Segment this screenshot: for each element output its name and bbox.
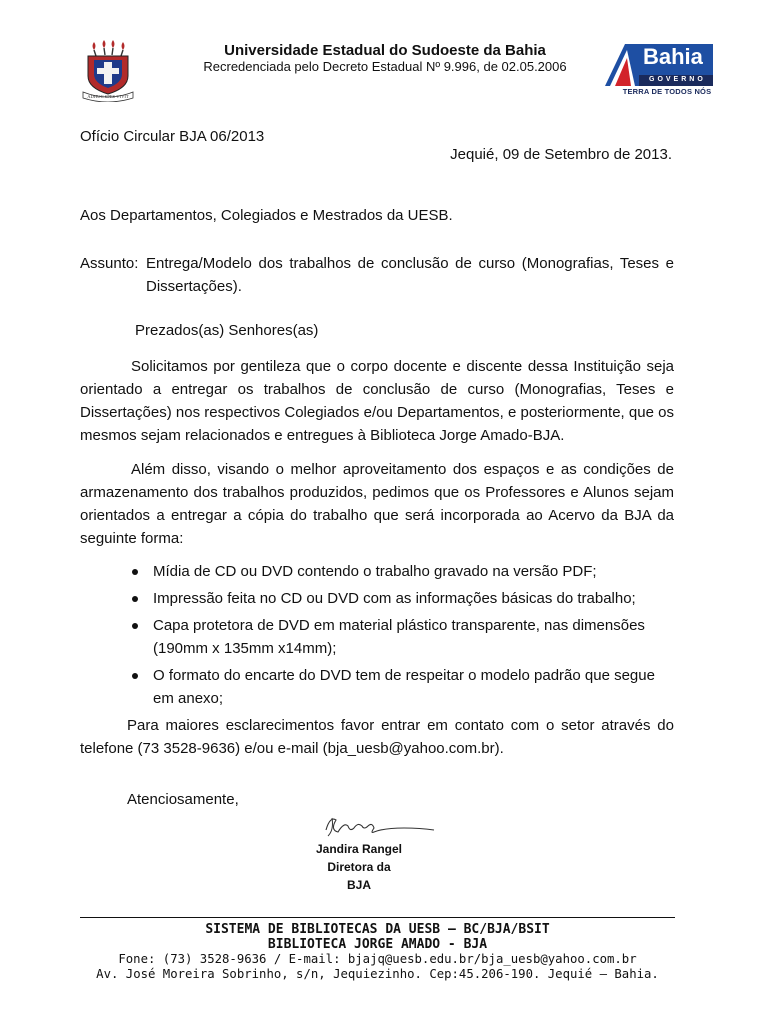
body-paragraph-2: Além disso, visando o melhor aproveitamento dos espaços e as condições de armazenamento dos trabalhos produzidos, pedimos que os Professores e Alunos sejam orientados a entregar a cópia do trabalho que será incorporada ao Acervo da BJA da seguinte forma:: [80, 461, 674, 547]
subject-label: Assunto:: [80, 255, 139, 272]
university-crest-logo: [80, 40, 136, 102]
list-item: Mídia de CD ou DVD contendo o trabalho gravado na versão PDF;: [130, 560, 675, 583]
footer-address: Av. José Moreira Sobrinho, s/n, Jequiezinho. Cep:45.206-190. Jequié – Bahia.: [96, 967, 659, 981]
handwritten-signature: [318, 808, 436, 844]
letter-date: Jequié, 09 de Setembro de 2013.: [450, 146, 672, 163]
gov-tagline: TERRA DE TODOS NÓS: [622, 87, 712, 96]
footer-divider: [80, 917, 675, 918]
closing: Atenciosamente,: [127, 791, 239, 808]
list-item: O formato do encarte do DVD tem de respeitar o modelo padrão que segue em anexo;: [130, 664, 675, 710]
letter-reference: Ofício Circular BJA 06/2013: [80, 128, 265, 145]
body-paragraph-1: Solicitamos por gentileza que o corpo docente e discente dessa Instituição seja orientado a entregar os trabalhos de conclusão de curso (Monografias, Teses e Dissertações) nos respectivos Colegiados e/ou Departamentos, e posteriormente, que os mesmos sejam relacionados e entregues à Biblioteca Jorge Amado-BJA.: [80, 358, 674, 444]
delivery-requirements-list: [130, 560, 675, 714]
bullet-icon: [132, 623, 138, 629]
signer-block: [314, 840, 404, 894]
salutation: Prezados(as) Senhores(as): [135, 322, 319, 339]
gov-logo-word: Bahia: [643, 44, 703, 69]
bullet-icon: [132, 569, 138, 575]
signer-name: Jandira Rangel: [315, 842, 403, 856]
university-name: Universidade Estadual do Sudoeste da Bahia: [224, 42, 546, 59]
list-item: Impressão feita no CD ou DVD com as informações básicas do trabalho;: [130, 587, 675, 610]
list-item: Capa protetora de DVD em material plástico transparente, nas dimensões (190mm x 135mm x14mm);: [130, 614, 675, 660]
crest-motto: ADHUC SPES VIVIT: [87, 94, 129, 99]
footer-system-name: SISTEMA DE BIBLIOTECAS DA UESB – BC/BJA/BSIT: [205, 922, 550, 937]
footer-library-name: BIBLIOTECA JORGE AMADO - BJA: [267, 937, 488, 952]
body-paragraph-3: Para maiores esclarecimentos favor entrar em contato com o setor através do telefone (73 3528-9636) e/ou e-mail (bja_uesb@yahoo.com.br).: [80, 717, 674, 757]
footer-contact: Fone: (73) 3528-9636 / E-mail: bjajq@uesb.edu.br/bja_uesb@yahoo.com.br: [118, 952, 637, 966]
accreditation-decree: Recredenciada pelo Decreto Estadual Nº 9.996, de 02.05.2006: [203, 59, 567, 74]
gov-logo-sub: GOVERNO: [649, 76, 706, 83]
signer-title: Diretora da BJA: [327, 860, 391, 892]
bullet-icon: [132, 673, 138, 679]
subject-text: Entrega/Modelo dos trabalhos de conclusão de curso (Monografias, Teses e: [146, 255, 674, 272]
subject-text-continuation: Dissertações).: [146, 278, 242, 295]
bullet-icon: [132, 596, 138, 602]
letter-recipients: Aos Departamentos, Colegiados e Mestrados da UESB.: [80, 207, 453, 224]
